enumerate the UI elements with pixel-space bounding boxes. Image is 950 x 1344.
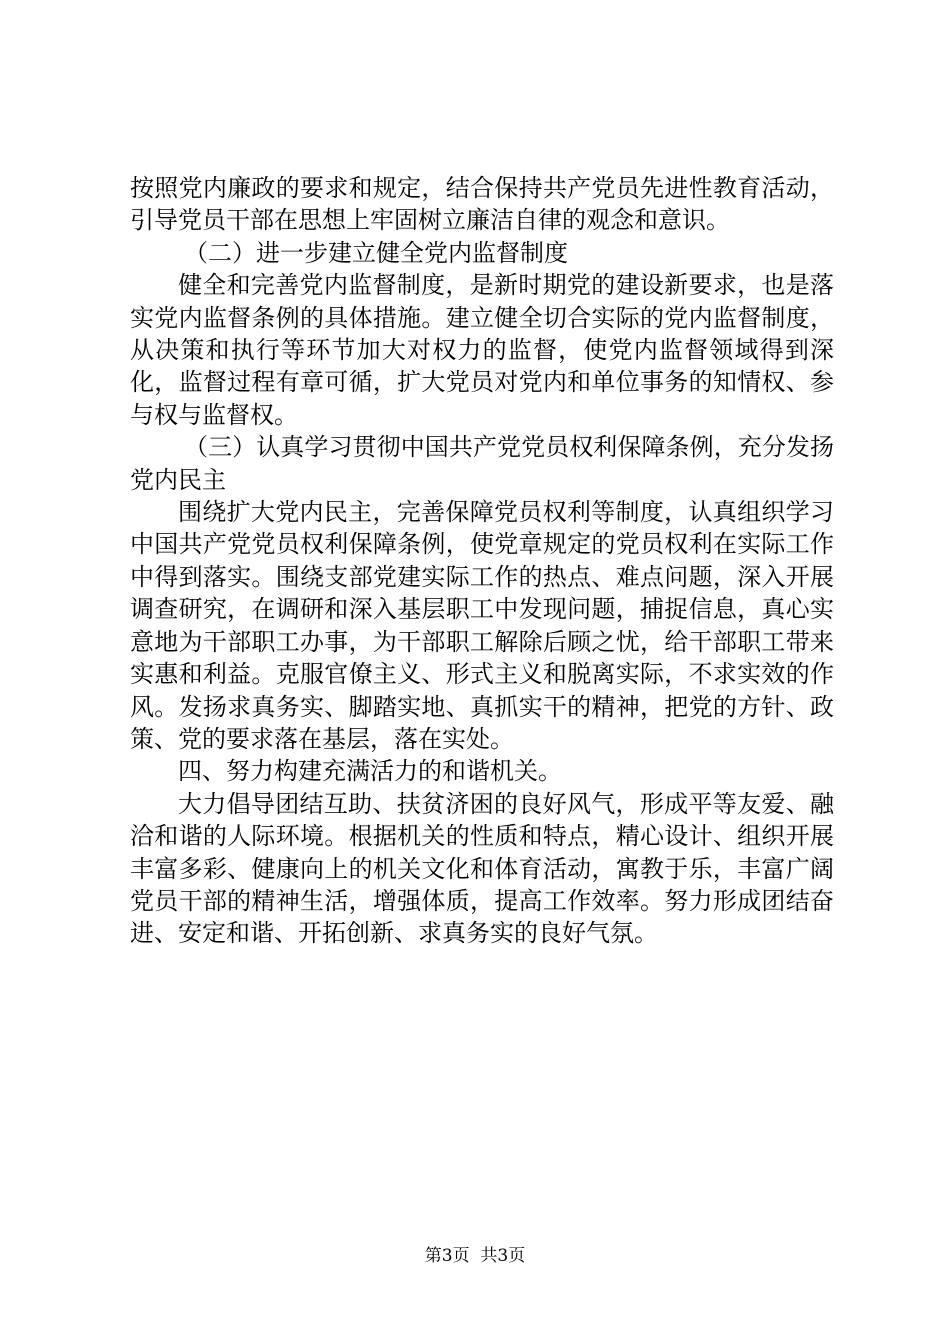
- section-heading-3: （三）认真学习贯彻中国共产党党员权利保障条例，充分发扬党内民主: [130, 433, 834, 494]
- page-footer: [0, 1244, 950, 1268]
- paragraph-democracy: 围绕扩大党内民主，完善保障党员权利等制度，认真组织学习中国共产党党员权利保障条例，使党章规定的党员权利在实际工作中得到落实。围绕支部党建实际工作的热点、难点问题，深入开展调查研究，在调研和深入基层职工中发现问题，捕捉信息，真心实意地为干部职工办事，为干部职工解除后顾之忧，给干部职工带来实惠和利益。克服官僚主义、形式主义和脱离实际，不求实效的作风。发扬求真务实、脚踏实地、真抓实干的精神，把党的方针、政策、党的要求落在基层，落在实处。: [130, 498, 834, 753]
- section-heading-4: 四、努力构建充满活力的和谐机关。: [178, 757, 562, 786]
- document-body: [130, 172, 834, 950]
- paragraph-harmony: 大力倡导团结互助、扶贫济困的良好风气，形成平等友爱、融洽和谐的人际环境。根据机关的性质和特点，精心设计、组织开展丰富多彩、健康向上的机关文化和体育活动，寓教于乐，丰富广阔党员干部的精神生活，增强体质，提高工作效率。努力形成团结奋进、安定和谐、开拓创新、求真务实的良好气氛。: [130, 789, 834, 948]
- section-heading-2: （二）进一步建立健全党内监督制度: [184, 238, 568, 267]
- paragraph-supervision: 健全和完善党内监督制度，是新时期党的建设新要求，也是落实党内监督条例的具体措施。建立健全切合实际的党内监督制度，从决策和执行等环节加大对权力的监督，使党内监督领域得到深化，监督过程有章可循，扩大党员对党内和单位事务的知情权、参与权与监督权。: [130, 271, 834, 429]
- footer-separator: [470, 1246, 481, 1266]
- paragraph-continuation: 按照党内廉政的要求和规定，结合保持共产党员先进性教育活动，引导党员干部在思想上牢固树立廉洁自律的观念和意识。: [130, 174, 834, 235]
- page-number: 第3页: [424, 1246, 470, 1266]
- page-total: 共3页: [480, 1246, 526, 1266]
